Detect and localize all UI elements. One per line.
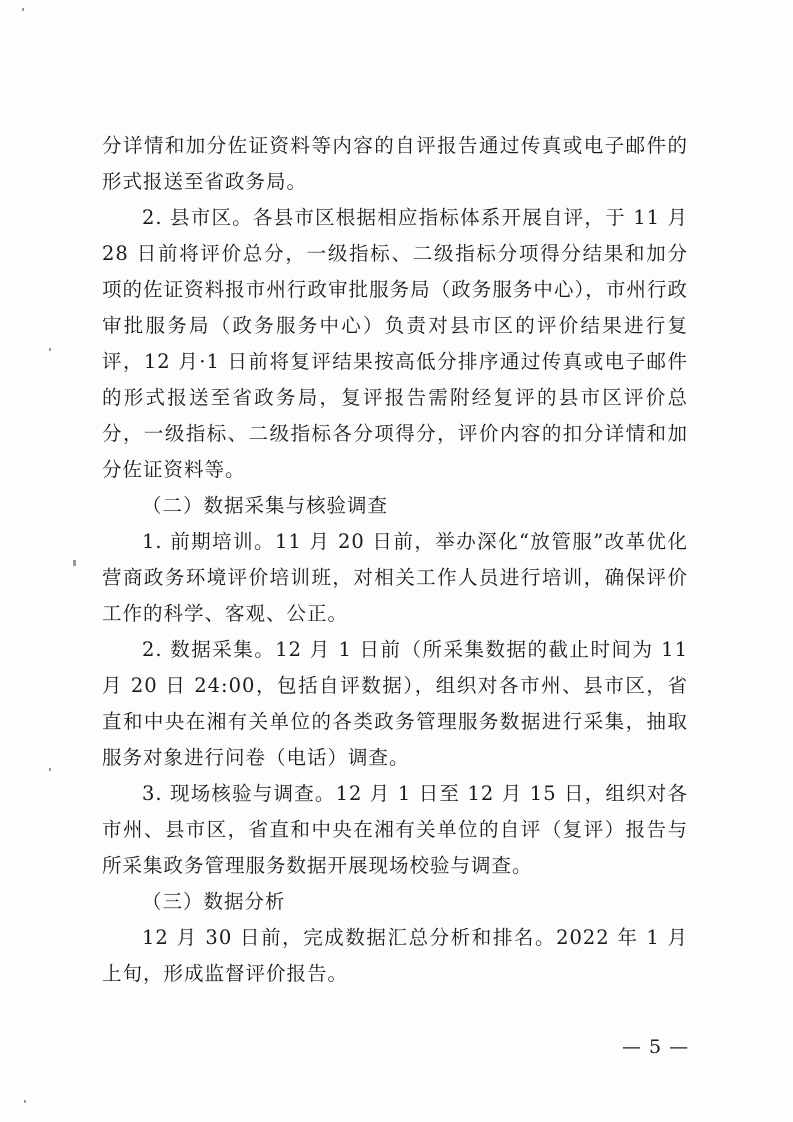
scan-mark (73, 560, 76, 566)
paragraph-data-analysis: 12 月 30 日前，完成数据汇总分析和排名。2022 年 1 月上旬，形成监督评价报告。 (102, 926, 688, 985)
paragraph-continued: 分详情和加分佐证资料等内容的自评报告通过传真或电子邮件的形式报送至省政务局。 (102, 134, 688, 193)
document-body (102, 128, 688, 992)
section-heading-data-analysis: （三）数据分析 (142, 890, 286, 913)
paragraph-onsite-verification: 3. 现场核验与调查。12 月 1 日至 12 月 15 日，组织对各市州、县市区，省直和中央在湘有关单位的自评（复评）报告与所采集政务管理服务数据开展现场校验与调查。 (102, 782, 688, 877)
page-number: — 5 — (622, 1036, 690, 1058)
paragraph-training: 1. 前期培训。11 月 20 日前，举办深化“放管服”改革优化营商政务环境评价培训班，对相关工作人员进行培训，确保评价工作的科学、客观、公正。 (102, 530, 688, 625)
section-heading-data-collection: （二）数据采集与核验调查 (142, 494, 389, 517)
scan-mark (49, 348, 51, 351)
scan-mark (49, 768, 51, 771)
paragraph-data-collection: 2. 数据采集。12 月 1 日前（所采集数据的截止时间为 11 月 20 日 24:00，包括自评数据），组织对各市州、县市区，省直和中央在湘有关单位的各类政务管理服务数据进行采集，抽取服务对象进行问卷（电话）调查。 (102, 638, 688, 769)
scan-mark (22, 8, 24, 11)
paragraph-county-districts: 2. 县市区。各县市区根据相应指标体系开展自评，于 11 月 28 日前将评价总分，一级指标、二级指标分项得分结果和加分项的佐证资料报市州行政审批服务局（政务服务中心），市州行政审批服务局（政务服务中心）负责对县市区的评价结果进行复评，12 月·1 日前将复评结果按高低分排序通过传真或电子邮件的形式报送至省政务局，复评报告需附经复评的县市区评价总分，一级指标、二级指标各分项得分，评价内容的扣分详情和加分佐证资料等。 (102, 206, 688, 481)
scan-mark (24, 1100, 26, 1103)
